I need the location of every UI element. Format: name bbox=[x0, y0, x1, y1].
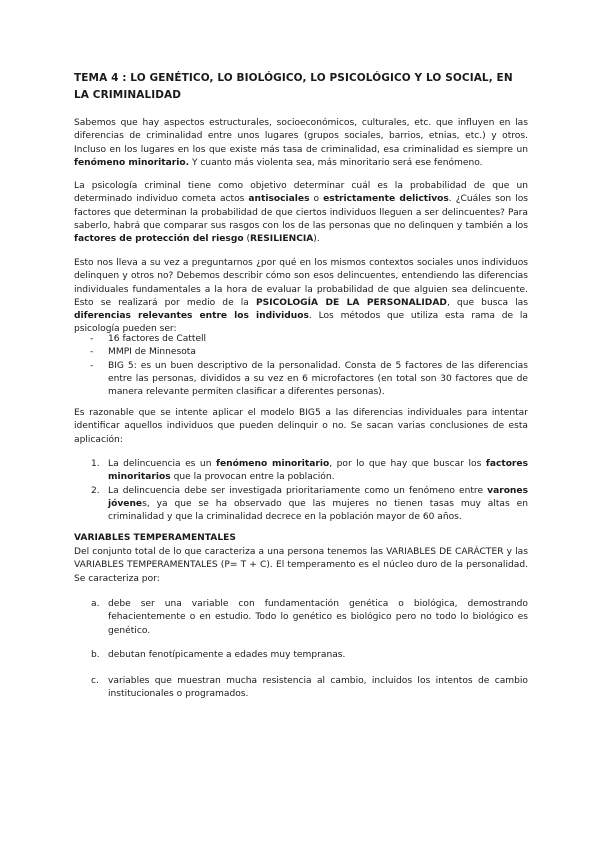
list-item bbox=[74, 360, 528, 400]
text-run: . ¿Cuáles son los factores que determinan la probabilidad de que ciertos individuos lleguen a ser delincuentes? Para saberlo, habrá que comparar sus rasgos con los de las personas que no delinquen y también a los bbox=[74, 194, 528, 231]
text-run: s, ya que se ha observado que las mujeres no tienen tasas muy altas en criminalidad y que la criminalidad decrece en la población mayor de 60 años. bbox=[108, 498, 528, 523]
text-run: Sabemos que hay aspectos estructurales, socioeconómicos, culturales, etc. que influyen en las diferencias de criminalidad entre unos lugares (grupos sociales, barrios, etnias, etc.) y otros. Incluso en los lugares en los que existe más tasa de criminalidad, esa criminalidad es siempre un bbox=[74, 118, 528, 155]
paragraph-temperament: Del conjunto total de lo que caracteriza a una persona tenemos las VARIABLES DE CARÁCTER y las VARIABLES TEMPERAMENTALES (P= T + C). El temperamento es el núcleo duro de la personalidad. Se caracteriza por: bbox=[74, 547, 528, 584]
text-run: La psicología criminal tiene como objetivo determinar cuál es la probabilidad de que un determinado individuo cometa actos bbox=[74, 181, 528, 205]
list-dash: - bbox=[90, 360, 94, 371]
text-run: . Los métodos que utiliza esta rama de la psicología pueden ser: bbox=[74, 311, 528, 335]
list-item bbox=[74, 675, 528, 702]
list-item-text: MMPI de Minnesota bbox=[108, 347, 196, 358]
bold-term: RESILIENCIA bbox=[250, 234, 314, 245]
text-run: Y cuanto más violenta sea, más minoritario será ese fenómeno. bbox=[189, 157, 483, 168]
list-item-text: 16 factores de Cattell bbox=[108, 334, 207, 344]
bold-term: estrictamente delictivos bbox=[323, 194, 449, 205]
list-item bbox=[74, 346, 528, 359]
paragraph-big5: Es razonable que se intente aplicar el modelo BIG5 a las diferencias individuales para intentar identificar aquellos individuos que pueden delinquir o no. Se sacan varias conclusiones de esta aplicación: bbox=[74, 408, 528, 445]
text-run: La delincuencia debe ser investigada prioritariamente como un fenómeno entre bbox=[108, 485, 488, 496]
list-item bbox=[74, 649, 528, 662]
list-item bbox=[74, 458, 528, 485]
list-item-text: debutan fenotípicamente a edades muy tempranas. bbox=[108, 650, 346, 660]
bold-term: fenómeno minoritario bbox=[215, 459, 330, 469]
list-number: 2. bbox=[91, 485, 100, 496]
methods-list bbox=[74, 333, 528, 399]
list-number: 1. bbox=[91, 459, 100, 469]
paragraph-intro bbox=[74, 117, 528, 170]
section-heading: VARIABLES TEMPERAMENTALES bbox=[74, 533, 236, 543]
text-run: o bbox=[309, 194, 324, 205]
bold-term: factores minoritarios bbox=[108, 459, 529, 483]
list-item-text: variables que muestran mucha resistencia al cambio, incluidos los intentos de cambio institucionales o programados. bbox=[108, 676, 528, 700]
list-dash: - bbox=[90, 334, 94, 344]
bold-term: diferencias relevantes entre los individuos bbox=[74, 311, 309, 322]
conclusions-list bbox=[74, 458, 528, 524]
paragraph-psychology bbox=[74, 180, 528, 246]
text-run: ). bbox=[313, 234, 320, 245]
bold-term: PSICOLOGÍA DE LA PERSONALIDAD bbox=[255, 297, 447, 308]
text-run: , por lo que hay que buscar los bbox=[329, 459, 486, 469]
page-title: TEMA 4 : LO GENÉTICO, LO BIOLÓGICO, LO PSICOLÓGICO Y LO SOCIAL, EN LA CRIMINALIDAD bbox=[74, 72, 513, 101]
list-letter: c. bbox=[91, 676, 99, 686]
text-run: ( bbox=[243, 234, 251, 245]
text-run: La delincuencia es un bbox=[108, 459, 216, 469]
bold-term: factores de protección del riesgo bbox=[74, 234, 244, 245]
bold-term: varones jóvene bbox=[108, 485, 528, 509]
paragraph-personality bbox=[74, 257, 528, 337]
bold-term: antisociales bbox=[248, 194, 310, 205]
list-item-text: BIG 5: es un buen descriptivo de la personalidad. Consta de 5 factores de las diferencias entre las personas, divididos a su vez en 6 microfactores (en total son 30 factores que de manera relevante permiten clasificar a diferentes personas). bbox=[108, 360, 528, 398]
list-item bbox=[74, 333, 528, 346]
list-item bbox=[74, 598, 528, 638]
list-item-text: debe ser una variable con fundamentación genética o biológica, demostrando fehacientemente o en estudio. Todo lo genético es biológico pero no todo lo biológico es genético. bbox=[108, 599, 528, 636]
list-letter: a. bbox=[91, 599, 100, 609]
text-run: , que busca las bbox=[446, 297, 528, 308]
list-dash: - bbox=[90, 347, 94, 358]
text-run: que la provocan entre la población. bbox=[170, 472, 335, 483]
list-letter: b. bbox=[91, 650, 100, 660]
list-item bbox=[74, 485, 528, 525]
bold-term: fenómeno minoritario. bbox=[74, 157, 190, 168]
text-run: Esto nos lleva a su vez a preguntarnos ¿por qué en los mismos contextos sociales unos individuos delinquen y otros no? Debemos describir cómo son esos delincuentes, entendiendo las diferencias individuales fundamentales a la hora de evaluar la probabilidad de que alguien sea delincuente. Esto se realizará por medio de la bbox=[74, 258, 528, 308]
